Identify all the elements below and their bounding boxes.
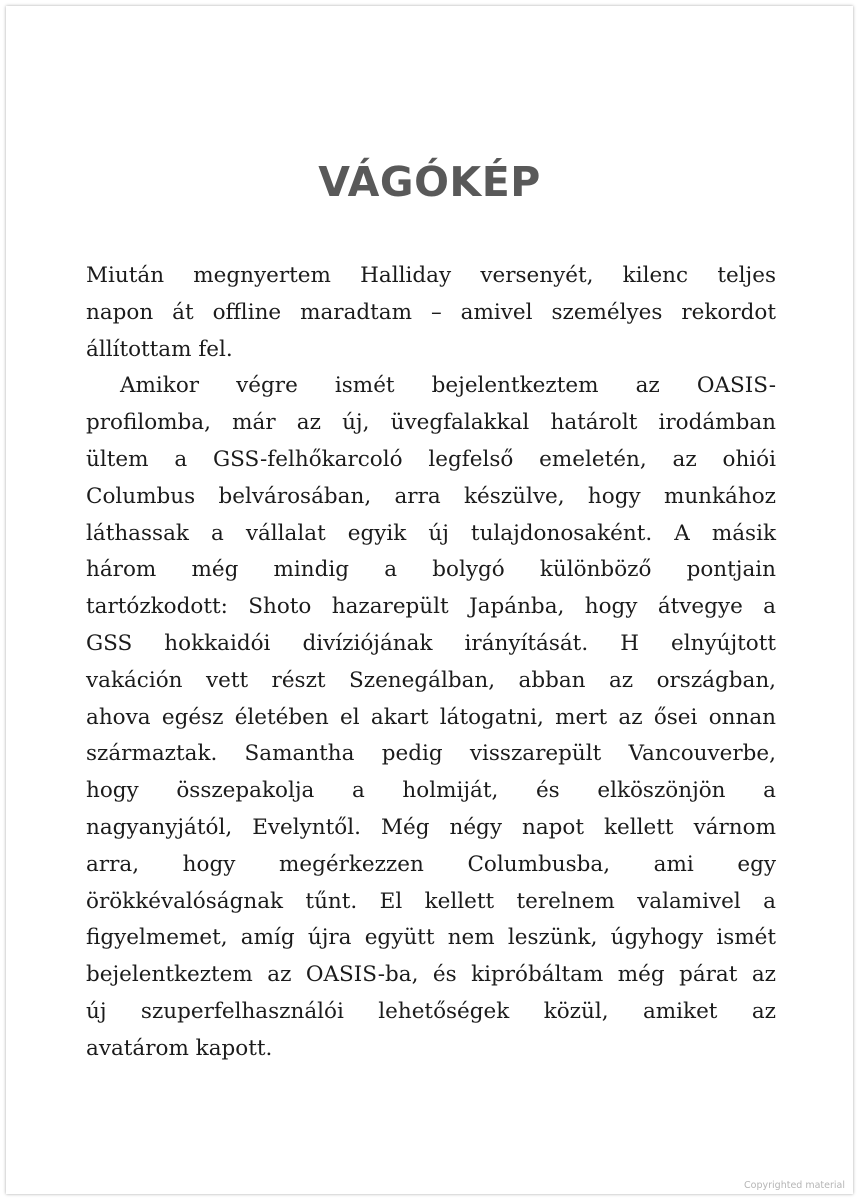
text-line: nagyanyjától, Evelyntől. Még négy napot kellett várnom [86,814,776,840]
text-line: bejelentkeztem az OASIS-ba, és kipróbáltam még párat az [86,962,776,988]
text-line: GSS hokkaidói divíziójának irányítását. H elnyújtott [86,630,776,656]
copyright-notice: Copyrighted material [744,1180,845,1191]
text-line: örökkévalóságnak tűnt. El kellett terelnem valamivel a [86,888,776,914]
text-line: származtak. Samantha pedig visszarepült Vancouverbe, [86,741,776,767]
text-line: új szuperfelhasználói lehetőségek közül, amiket az [86,998,776,1024]
text-line: láthassak a vállalat egyik új tulajdonosaként. A másik [86,520,776,546]
text-line: arra, hogy megérkezzen Columbusba, ami egy [86,851,776,877]
text-line: ültem a GSS-felhőkarcoló legfelső emeletén, az ohiói [86,446,776,472]
text-line: hogy összepakolja a holmiját, és elköszönjön a [86,778,776,804]
text-line: Columbus belvárosában, arra készülve, hogy munkához [86,483,776,509]
text-line: Miután megnyertem Halliday versenyét, kilenc teljes [86,263,776,288]
book-page [6,6,853,1194]
text-line: avatárom kapott. [86,1035,273,1061]
text-line: tartózkodott: Shoto hazarepült Japánba, hogy átvegye a [86,594,776,620]
text-line: profilomba, már az új, üvegfalakkal határolt irodámban [86,410,776,436]
text-line: állítottam fel. [86,336,233,362]
text-line: figyelmemet, amíg újra együtt nem leszünk, úgyhogy ismét [86,925,776,951]
text-line: három még mindig a bolygó különböző pontjain [86,557,776,583]
chapter-body [86,258,776,1068]
paragraph-1 [86,258,776,368]
text-line: Amikor végre ismét bejelentkeztem az OASIS- [120,373,776,399]
text-line: napon át offline maradtam – amivel személyes rekordot [86,299,776,325]
chapter-title: VÁGÓKÉP [318,158,541,206]
text-line: vakáción vett részt Szenegálban, abban az országban, [86,667,776,693]
paragraph-2 [86,368,776,1067]
text-line: ahova egész életében el akart látogatni, mert az ősei onnan [86,704,776,730]
